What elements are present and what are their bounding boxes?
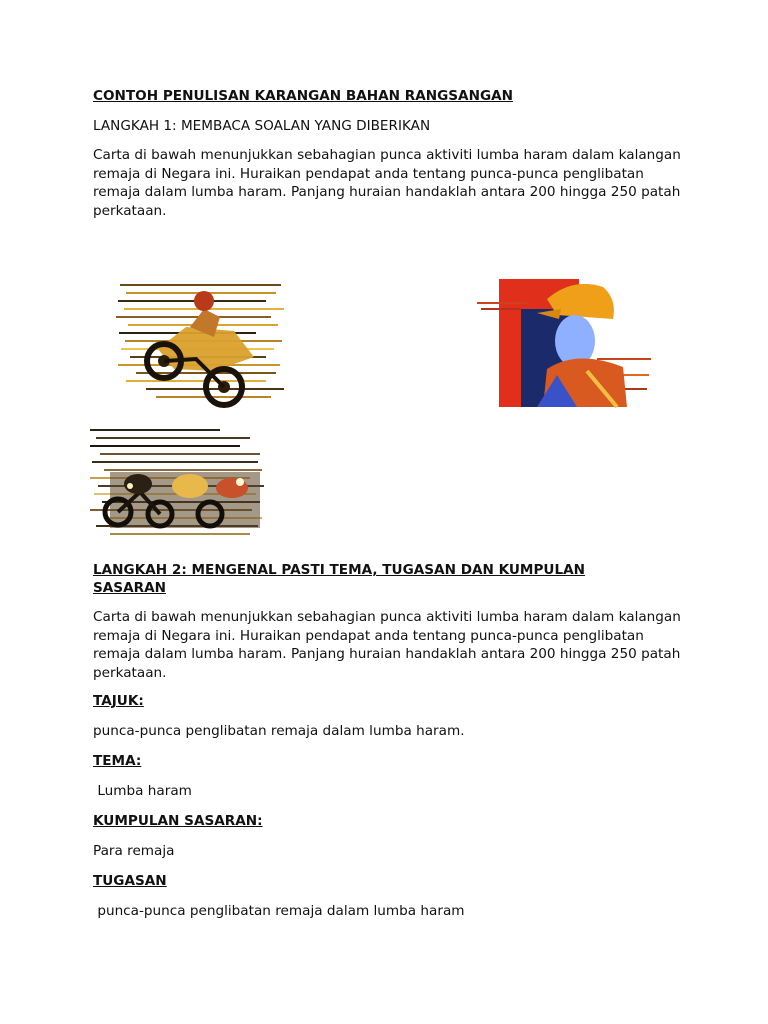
- kumpulan-sasaran-label: KUMPULAN SASARAN:: [93, 813, 263, 829]
- kumpulan-sasaran-value: Para remaja: [93, 843, 175, 859]
- step1-heading: LANGKAH 1: MEMBACA SOALAN YANG DIBERIKAN: [93, 118, 431, 134]
- step2-heading-line1: LANGKAH 2: MENGENAL PASTI TEMA, TUGASAN DAN KUMPULAN: [93, 562, 586, 578]
- tema-label: TEMA:: [93, 753, 142, 769]
- boy-with-cap-photo: [477, 279, 653, 409]
- tema-value: Lumba haram: [93, 783, 192, 799]
- tajuk-value: punca-punca penglibatan remaja dalam lumba haram.: [93, 723, 465, 739]
- night-riders-photo: [90, 426, 266, 544]
- tajuk-label: TAJUK:: [93, 693, 144, 709]
- tugasan-label: TUGASAN: [93, 873, 167, 889]
- question-paragraph: Carta di bawah menunjukkan sebahagian punca aktiviti lumba haram dalam kalangan remaja di Negara ini. Huraikan pendapat anda tentang punca-punca penglibatan remaja dalam lumba haram. Panjang huraian handaklah antara 200 hingga 250 patah perkataan.: [93, 147, 681, 219]
- document-title: CONTOH PENULISAN KARANGAN BAHAN RANGSANGAN: [93, 88, 514, 104]
- motorcycle-wheelie-photo: [116, 279, 286, 409]
- step2-heading-line2: SASARAN: [93, 580, 166, 596]
- question-paragraph-repeat: Carta di bawah menunjukkan sebahagian punca aktiviti lumba haram dalam kalangan remaja di Negara ini. Huraikan pendapat anda tentang punca-punca penglibatan remaja dalam lumba haram. Panjang huraian handaklah antara 200 hingga 250 patah perkataan.: [93, 609, 681, 681]
- tugasan-value: punca-punca penglibatan remaja dalam lumba haram: [93, 903, 465, 919]
